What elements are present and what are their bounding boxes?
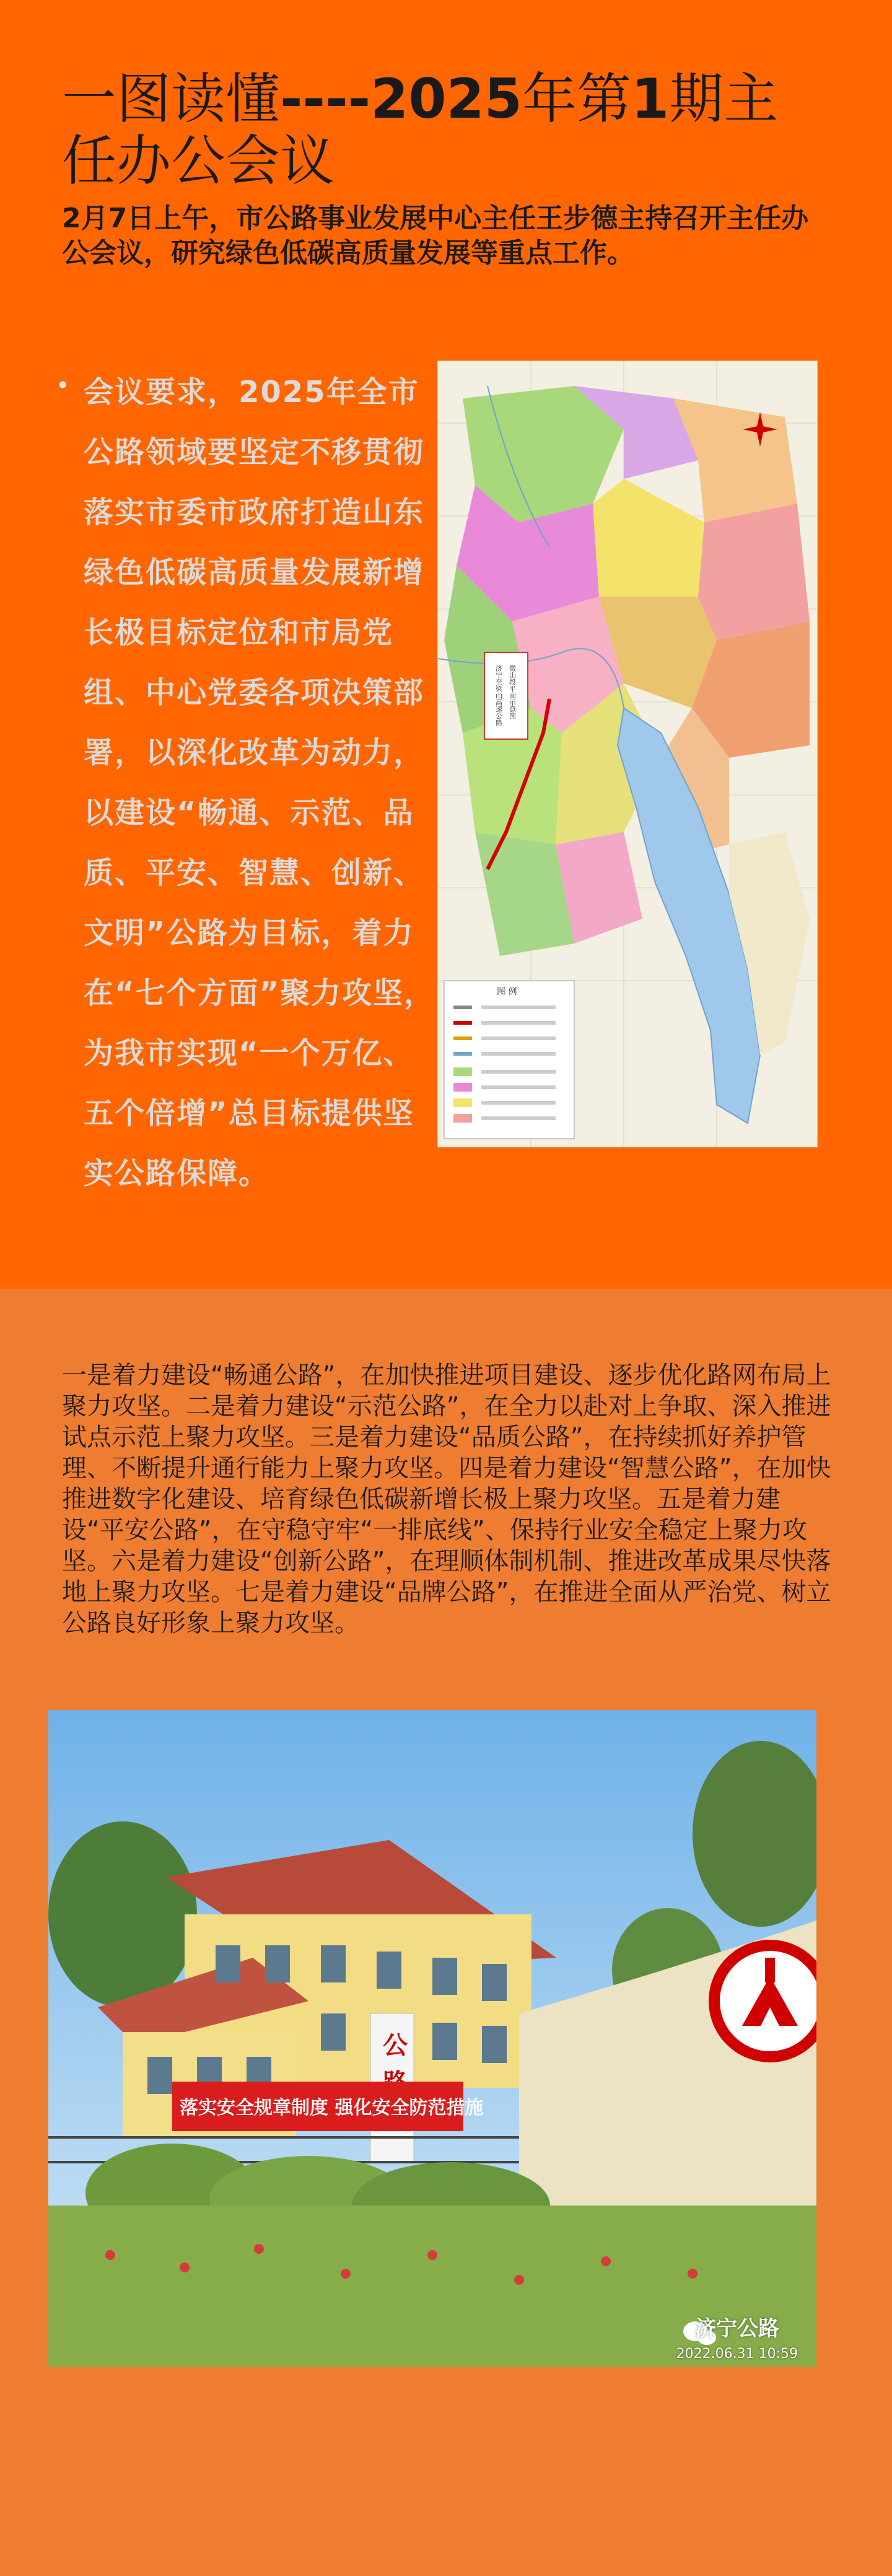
- map-drawing: [438, 361, 817, 1147]
- safety-banner-text: 落实安全规章制度 强化安全防范措施: [180, 2097, 484, 2119]
- route-map-image: [437, 361, 818, 1147]
- title-part-5: 期主任办公会议: [62, 67, 779, 193]
- title-dash: ----: [280, 67, 371, 131]
- seven-aspects-text: 一是着力建设“畅通公路”，在加快推进项目建设、逐步优化路网布局上聚力攻坚。二是着力建设“示范公路”，在全力以赴对上争取、深入推进试点示范上聚力攻坚。三是着力建设“品质公路”，在持续抓好养护管理、不断提升通行能力上聚力攻坚。四是着力建设“智慧公路”，在加快推进数字化建设、培育绿色低碳新增长极上聚力攻坚。五是着力建设“平安公路”，在守稳守牢“一排底线”、保持行业安全稳定上聚力攻坚。六是着力建设“创新公路”，在理顺体制机制、推进改革成果尽快落地上聚力攻坚。七是着力建设“品牌公路”，在推进全面从严治党、树立公路良好形象上聚力攻坚。: [62, 1361, 831, 1637]
- title-part-1: 一图读懂: [62, 67, 281, 131]
- title-issue-number: 1: [631, 67, 670, 131]
- photo-drawing: [48, 1710, 816, 2367]
- page-title: [62, 68, 824, 192]
- photo-timestamp: 2022.06.31 10:59: [676, 2346, 798, 2362]
- title-part-3: 年第: [522, 67, 632, 131]
- map-legend-title: 图 例: [497, 987, 517, 997]
- office-building-photo: [48, 1710, 816, 2367]
- meeting-requirement-text: 会议要求，2025年全市公路领域要坚定不移贯彻落实市委市政府打造山东绿色低碳高质量发展新增长极目标定位和市局党组、中心党委各项决策部署，以深化改革为动力，以建设“畅通、示范、品质、平安、智慧、创新、文明”公路为目标，着力在“七个方面”聚力攻坚，为我市实现“一个万亿、五个倍增”总目标提供坚实公路保障。: [84, 375, 435, 1191]
- page-subtitle: 2月7日上午，市公路事业发展中心主任王步德主持召开主任办公会议，研究绿色低碳高质量发展等重点工作。: [62, 203, 809, 269]
- map-label-1: 济宁至梁山高速公路: [494, 665, 503, 726]
- sign-char-1: 公: [383, 2031, 408, 2060]
- title-year: 2025: [370, 67, 523, 131]
- watermark-text: 济宁公路: [695, 2316, 779, 2341]
- bullet-marker: •: [56, 372, 70, 399]
- highway-logo-icon: [714, 1945, 816, 2057]
- map-label-2: 微山段平面示意图: [508, 665, 517, 719]
